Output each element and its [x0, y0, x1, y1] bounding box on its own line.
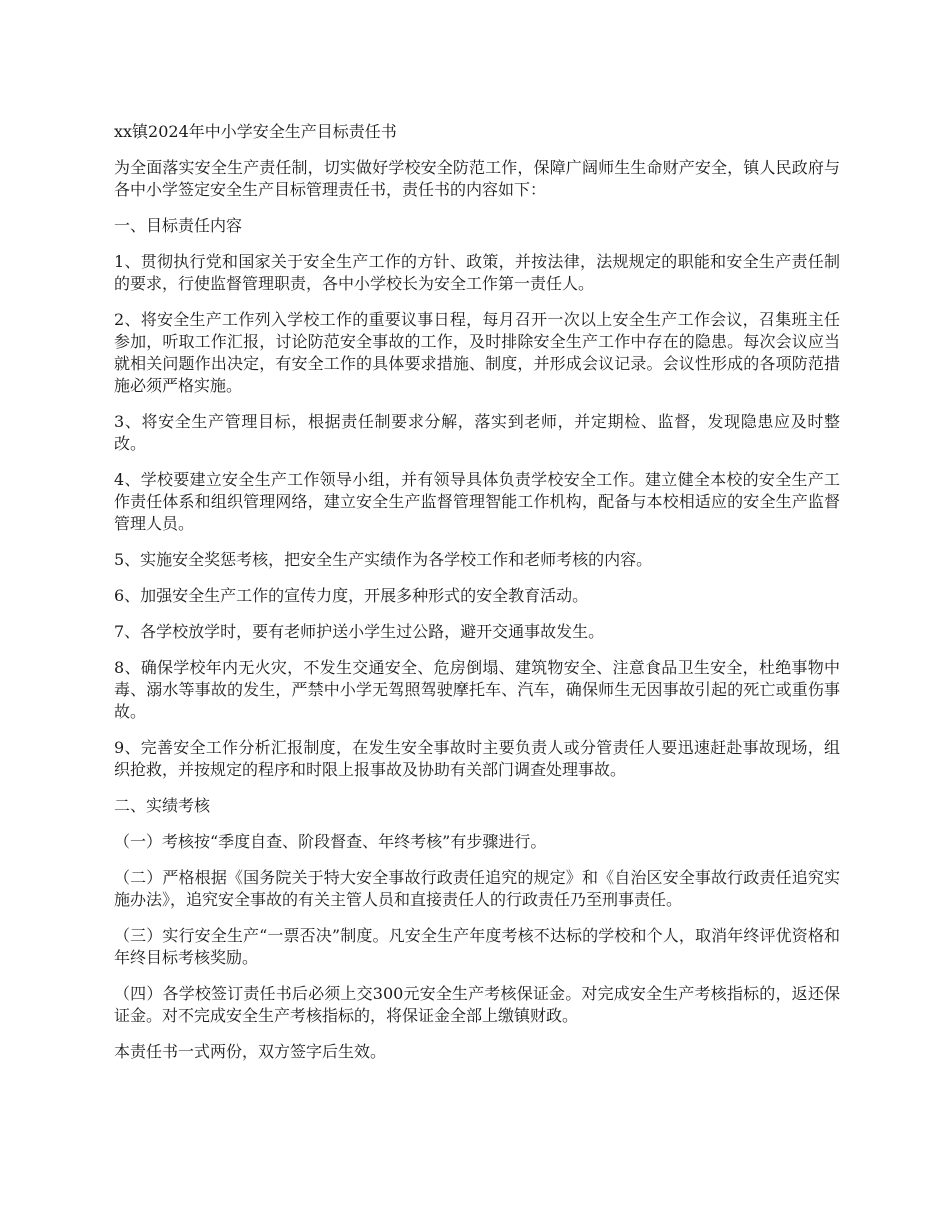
section-heading-targets: 一、目标责任内容 [114, 216, 243, 235]
closing-paragraph: 本责任书一式两份，双方签字后生效。 [114, 1042, 387, 1061]
target-item-6: 6、加强安全生产工作的宣传力度，开展多种形式的安全教育活动。 [114, 586, 589, 605]
assessment-item-4: （四）各学校签订责任书后必须上交300元安全生产考核保证金。对完成安全生产考核指标的，返还保证金。对不完成安全生产考核指标的，将保证金全部上缴镇财政。 [114, 984, 840, 1025]
assessment-item-2: （二）严格根据《国务院关于特大安全事故行政责任追究的规定》和《自治区安全事故行政责任追究实施办法》，追究安全事故的有关主管人员和直接责任人的行政责任乃至刑事责任。 [114, 868, 840, 909]
target-item-9: 9、完善安全工作分析汇报制度，在发生安全事故时主要负责人或分管责任人要迅速赶赴事故现场，组织抢救，并按规定的程序和时限上报事故及协助有关部门调查处理事故。 [114, 738, 840, 779]
target-item-8: 8、确保学校年内无火灾，不发生交通安全、危房倒塌、建筑物安全、注意食品卫生安全，杜绝事物中毒、溺水等事故的发生，严禁中小学无驾照驾驶摩托车、汽车，确保师生无因事故引起的死亡或重伤事故。 [114, 658, 840, 721]
assessment-item-1: （一）考核按“季度自查、阶段督查、年终考核”有步骤进行。 [114, 832, 547, 851]
assessment-item-3: （三）实行安全生产“一票否决”制度。凡安全生产年度考核不达标的学校和个人，取消年终评优资格和年终目标考核奖励。 [114, 926, 840, 967]
target-item-4: 4、学校要建立安全生产工作领导小组，并有领导具体负责学校安全工作。建立健全本校的安全生产工作责任体系和组织管理网络，建立安全生产监督管理智能工作机构，配备与本校相适应的安全生产监督管理人员。 [114, 470, 840, 533]
target-item-2: 2、将安全生产工作列入学校工作的重要议事日程，每月召开一次以上安全生产工作会议，召集班主任参加，听取工作汇报，讨论防范安全事故的工作，及时排除安全生产工作中存在的隐患。每次会议应当就相关问题作出决定，有安全工作的具体要求措施、制度，并形成会议记录。会议性形成的各项防范措施必须严格实施。 [114, 310, 840, 395]
document-title: xx镇2024年中小学安全生产目标责任书 [114, 122, 397, 141]
intro-paragraph: 为全面落实安全生产责任制，切实做好学校安全防范工作，保障广阔师生生命财产安全，镇人民政府与各中小学签定安全生产目标管理责任书，责任书的内容如下： [114, 158, 840, 199]
section-heading-assessment: 二、实绩考核 [114, 796, 211, 815]
target-item-1: 1、贯彻执行党和国家关于安全生产工作的方针、政策，并按法律，法规规定的职能和安全生产责任制的要求，行使监督管理职责，各中小学校长为安全工作第一责任人。 [114, 252, 840, 293]
target-item-5: 5、实施安全奖惩考核，把安全生产实绩作为各学校工作和老师考核的内容。 [114, 550, 653, 569]
target-item-7: 7、各学校放学时，要有老师护送小学生过公路，避开交通事故发生。 [114, 622, 605, 641]
document-page [114, 121, 840, 1077]
target-item-3: 3、将安全生产管理目标，根据责任制要求分解，落实到老师，并定期检、监督，发现隐患应及时整改。 [114, 412, 840, 453]
